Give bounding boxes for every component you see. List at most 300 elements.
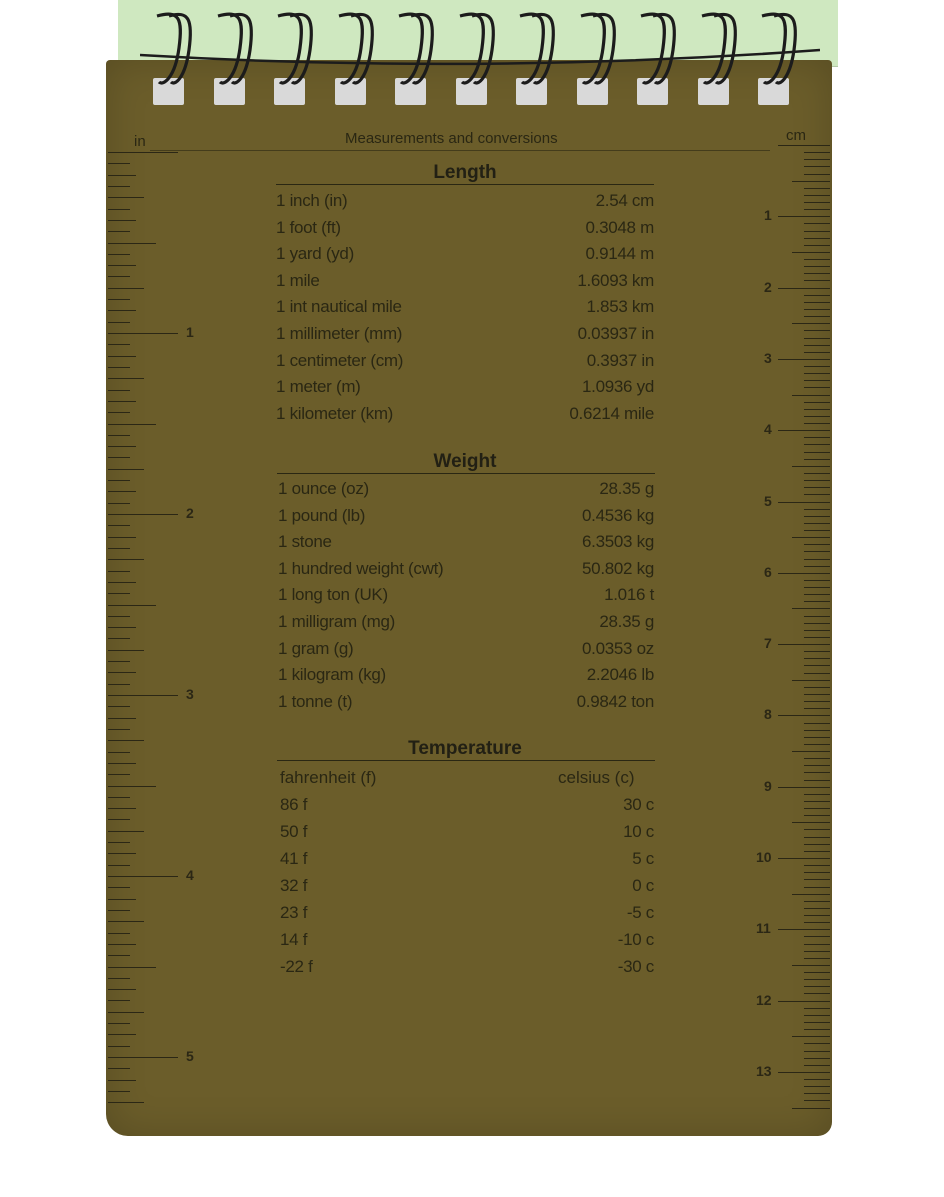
section-title-length: Length — [433, 162, 497, 183]
cm-tick — [804, 544, 830, 545]
cm-tick — [804, 758, 830, 759]
cm-tick — [792, 965, 830, 966]
row-label: 1 kilogram (kg) — [278, 665, 386, 685]
inch-tick — [108, 276, 130, 277]
table-row — [278, 612, 654, 636]
cm-tick — [804, 373, 830, 374]
table-row — [280, 795, 654, 819]
inch-tick — [108, 446, 136, 447]
temperature-col-celsius: celsius (c) — [558, 768, 635, 787]
cm-tick — [804, 1022, 830, 1023]
inch-tick — [108, 1080, 136, 1081]
cm-label: 11 — [756, 920, 771, 937]
row-value: 0 c — [632, 876, 654, 895]
inch-label: 5 — [186, 1048, 194, 1064]
cm-tick — [778, 787, 830, 788]
cm-tick — [804, 723, 830, 724]
cm-label: 12 — [756, 991, 772, 1008]
inch-tick — [108, 412, 130, 413]
row-label: -22 f — [280, 957, 313, 976]
table-row — [278, 665, 654, 689]
cm-tick — [804, 587, 830, 588]
cm-tick — [804, 694, 830, 695]
cm-tick — [804, 487, 830, 488]
cm-tick — [804, 387, 830, 388]
row-value: 0.0353 oz — [582, 638, 654, 658]
inch-label: 2 — [186, 505, 194, 521]
cm-tick — [804, 651, 830, 652]
cm-tick — [804, 174, 830, 175]
inch-tick — [108, 1000, 130, 1001]
cm-tick — [804, 188, 830, 189]
cm-tick — [804, 1008, 830, 1009]
inch-tick — [108, 763, 136, 764]
table-row — [278, 585, 654, 609]
row-value: -5 c — [626, 903, 654, 922]
cm-tick — [792, 323, 830, 324]
inch-tick — [108, 650, 144, 651]
cm-tick — [804, 566, 830, 567]
row-label: 1 ounce (oz) — [278, 479, 369, 498]
cm-tick — [778, 288, 830, 289]
section-rule-weight — [277, 473, 655, 474]
inch-tick — [108, 424, 156, 425]
inch-tick — [108, 390, 130, 391]
cm-tick — [792, 1108, 830, 1109]
cm-tick — [804, 887, 830, 888]
inch-tick — [108, 356, 136, 357]
cm-label: 2 — [764, 278, 772, 295]
cm-tick — [804, 280, 830, 281]
cm-tick — [804, 986, 830, 987]
row-label: 1 centimeter (cm) — [276, 350, 404, 370]
cm-tick — [804, 1029, 830, 1030]
row-value: 0.3937 in — [586, 350, 654, 370]
inch-tick — [108, 378, 144, 379]
row-label: 1 mile — [276, 270, 320, 290]
inch-tick — [108, 1102, 144, 1103]
cm-label: 5 — [764, 492, 772, 509]
cm-tick — [804, 423, 830, 424]
cm-tick — [804, 851, 830, 852]
cm-tick — [804, 993, 830, 994]
cm-tick — [804, 516, 830, 517]
cm-tick — [804, 687, 830, 688]
inch-label: 3 — [186, 686, 194, 702]
table-row — [276, 377, 654, 401]
row-value: 0.9144 m — [585, 244, 654, 264]
cm-tick — [804, 245, 830, 246]
section-rule-temperature — [277, 760, 655, 761]
row-label: 1 gram (g) — [278, 638, 354, 658]
row-label: 14 f — [280, 930, 308, 949]
cm-tick — [804, 936, 830, 937]
row-label: 1 tonne (t) — [278, 691, 353, 711]
inch-tick — [108, 752, 130, 753]
cm-tick — [804, 444, 830, 445]
cm-tick — [804, 209, 830, 210]
inch-tick — [108, 729, 130, 730]
row-label: 1 kilometer (km) — [276, 403, 394, 423]
cm-tick — [792, 395, 830, 396]
inch-tick — [108, 797, 130, 798]
row-value: 0.6214 mile — [569, 403, 654, 423]
cm-tick — [804, 944, 830, 945]
cm-tick — [804, 780, 830, 781]
row-label: 1 milligram (mg) — [278, 612, 396, 631]
table-row — [276, 191, 654, 215]
inch-tick — [108, 684, 130, 685]
row-value: 5 c — [632, 849, 654, 868]
inch-tick — [108, 344, 130, 345]
cm-tick — [778, 715, 830, 716]
cm-tick — [792, 181, 830, 182]
cm-tick — [804, 623, 830, 624]
cm-tick — [778, 145, 830, 146]
row-value: 10 c — [623, 822, 654, 841]
title-rule — [150, 150, 770, 151]
cm-tick — [804, 480, 830, 481]
cm-tick — [804, 616, 830, 617]
cm-tick — [804, 530, 830, 531]
row-label: 1 millimeter (mm) — [276, 324, 403, 343]
cm-tick — [804, 509, 830, 510]
cm-label: 3 — [764, 349, 772, 366]
cm-tick — [804, 665, 830, 666]
cm-tick — [792, 822, 830, 823]
row-value: 0.9842 ton — [576, 691, 654, 711]
cm-tick — [792, 608, 830, 609]
cm-tick — [804, 402, 830, 403]
table-row — [276, 404, 654, 428]
cm-tick — [804, 1051, 830, 1052]
cm-tick — [804, 737, 830, 738]
cm-tick — [804, 273, 830, 274]
row-value: 1.6093 km — [577, 270, 654, 290]
row-value: 0.03937 in — [577, 324, 654, 343]
inch-tick — [108, 605, 156, 606]
inch-tick — [108, 955, 130, 956]
cm-tick — [804, 979, 830, 980]
ruler-unit-cm: cm — [786, 127, 806, 144]
cm-tick — [792, 537, 830, 538]
table-row — [276, 244, 654, 268]
inch-tick — [108, 537, 136, 538]
cm-tick — [804, 744, 830, 745]
cm-tick — [804, 765, 830, 766]
cm-tick — [778, 430, 830, 431]
cm-tick — [792, 751, 830, 752]
cm-label: 13 — [756, 1062, 772, 1079]
cm-label: 9 — [764, 777, 772, 794]
table-row — [276, 324, 654, 348]
row-label: 23 f — [280, 903, 308, 922]
inch-tick — [108, 457, 130, 458]
inch-tick — [108, 774, 130, 775]
inch-tick — [108, 638, 130, 639]
cm-tick — [804, 551, 830, 552]
inch-tick — [108, 367, 130, 368]
section-rule-length — [276, 184, 654, 185]
inch-tick — [108, 163, 130, 164]
cm-tick — [804, 309, 830, 310]
section-title-weight: Weight — [433, 451, 497, 472]
inch-tick — [108, 469, 144, 470]
inch-tick — [108, 989, 136, 990]
cm-tick — [804, 915, 830, 916]
inch-tick — [108, 718, 136, 719]
cm-tick — [804, 195, 830, 196]
inch-tick — [108, 197, 144, 198]
cm-tick — [804, 259, 830, 260]
inch-tick — [108, 1068, 130, 1069]
cm-tick — [804, 1015, 830, 1016]
inch-tick — [108, 186, 130, 187]
row-value: 1.016 t — [604, 585, 654, 605]
inch-tick — [108, 435, 130, 436]
inch-tick — [108, 231, 130, 232]
inch-tick — [108, 548, 130, 549]
cm-tick — [804, 473, 830, 474]
table-row — [278, 639, 654, 663]
inch-tick — [108, 265, 136, 266]
inch-tick — [108, 322, 130, 323]
cm-tick — [804, 794, 830, 795]
inch-label: 4 — [186, 867, 194, 883]
table-row — [276, 271, 654, 295]
inch-tick — [108, 978, 130, 979]
table-row — [276, 218, 654, 242]
cm-tick — [804, 352, 830, 353]
inch-tick — [108, 899, 136, 900]
cm-label: 1 — [764, 207, 772, 224]
inch-tick — [108, 933, 130, 934]
inch-tick — [108, 740, 144, 741]
cm-tick — [778, 644, 830, 645]
cm-tick — [804, 266, 830, 267]
cm-tick — [804, 872, 830, 873]
inch-tick — [108, 480, 130, 481]
inch-tick — [108, 1023, 130, 1024]
inch-tick — [108, 627, 136, 628]
row-value: 6.3503 kg — [582, 532, 654, 552]
cm-tick — [804, 673, 830, 674]
cm-tick — [804, 837, 830, 838]
cm-tick — [778, 858, 830, 859]
cm-tick — [804, 901, 830, 902]
cm-tick — [804, 366, 830, 367]
row-value: 28.35 g — [599, 479, 654, 498]
cm-tick — [804, 601, 830, 602]
inch-tick — [108, 175, 136, 176]
table-row — [280, 957, 654, 981]
row-label: 1 hundred weight (cwt) — [278, 558, 444, 578]
cm-tick — [804, 238, 830, 239]
table-row — [280, 930, 654, 954]
inch-tick — [108, 853, 136, 854]
cm-tick — [804, 437, 830, 438]
inch-tick — [108, 808, 136, 809]
cm-tick — [804, 166, 830, 167]
cm-tick — [778, 1001, 830, 1002]
cm-tick — [804, 202, 830, 203]
row-value: -10 c — [617, 930, 654, 949]
row-value: 0.3048 m — [585, 217, 654, 237]
inch-tick — [108, 672, 136, 673]
inch-tick — [108, 1046, 130, 1047]
cm-tick — [792, 1036, 830, 1037]
cm-tick — [804, 658, 830, 659]
cm-tick — [804, 1086, 830, 1087]
inch-tick — [108, 910, 130, 911]
cm-tick — [804, 316, 830, 317]
cm-tick — [804, 1079, 830, 1080]
cm-tick — [804, 380, 830, 381]
cm-tick — [804, 459, 830, 460]
inch-tick — [108, 695, 178, 696]
inch-tick — [108, 865, 130, 866]
cm-tick — [778, 929, 830, 930]
cm-tick — [778, 573, 830, 574]
inch-tick — [108, 299, 130, 300]
row-value: 2.2046 lb — [586, 665, 654, 685]
inch-tick — [108, 842, 130, 843]
inch-tick — [108, 254, 130, 255]
cm-tick — [804, 1100, 830, 1101]
inch-tick — [108, 525, 130, 526]
ruler-unit-inches: in — [134, 133, 146, 150]
cm-tick — [804, 159, 830, 160]
cm-tick — [804, 815, 830, 816]
table-row — [276, 351, 654, 375]
table-row — [278, 506, 654, 530]
inch-tick — [108, 503, 130, 504]
table-row — [278, 692, 654, 716]
row-label: 1 int nautical mile — [276, 297, 402, 317]
inch-tick — [108, 491, 136, 492]
cm-tick — [804, 231, 830, 232]
cm-tick — [792, 466, 830, 467]
cm-tick — [804, 523, 830, 524]
cm-tick — [804, 1058, 830, 1059]
inch-tick — [108, 209, 130, 210]
row-label: 1 foot (ft) — [276, 217, 341, 237]
cm-tick — [804, 701, 830, 702]
cm-tick — [804, 879, 830, 880]
row-label: 41 f — [280, 849, 308, 868]
page-title: Measurements and conversions — [345, 130, 558, 147]
section-title-temperature: Temperature — [408, 738, 522, 759]
cm-tick — [804, 338, 830, 339]
inch-tick — [108, 514, 178, 515]
inch-tick — [108, 1012, 144, 1013]
inch-tick — [108, 876, 178, 877]
inch-tick — [108, 831, 144, 832]
cm-tick — [804, 808, 830, 809]
cm-label: 10 — [756, 849, 772, 865]
spiral-wire — [140, 20, 820, 70]
table-row — [276, 297, 654, 321]
cm-tick — [804, 844, 830, 845]
inch-tick — [108, 152, 178, 153]
row-label: 1 stone — [278, 532, 332, 552]
inch-tick — [108, 706, 130, 707]
row-value: 30 c — [623, 795, 654, 814]
row-value: 0.4536 kg — [582, 505, 654, 525]
inch-tick — [108, 582, 136, 583]
cm-tick — [804, 1093, 830, 1094]
table-row — [278, 532, 654, 556]
cm-tick — [792, 680, 830, 681]
cm-label: 7 — [764, 635, 772, 652]
inch-tick — [108, 220, 136, 221]
inch-tick — [108, 1091, 130, 1092]
inch-tick — [108, 310, 136, 311]
table-row — [280, 849, 654, 873]
cm-tick — [804, 345, 830, 346]
cm-tick — [804, 416, 830, 417]
cm-tick — [804, 330, 830, 331]
cm-tick — [804, 708, 830, 709]
cm-label: 6 — [764, 563, 772, 580]
cm-tick — [804, 452, 830, 453]
cm-tick — [804, 922, 830, 923]
cm-tick — [804, 958, 830, 959]
cm-tick — [804, 972, 830, 973]
cm-tick — [792, 894, 830, 895]
cm-tick — [804, 637, 830, 638]
row-value: 1.853 km — [586, 297, 654, 317]
cm-tick — [804, 908, 830, 909]
cm-label: 8 — [764, 706, 772, 723]
cm-tick — [804, 1065, 830, 1066]
inch-tick — [108, 819, 130, 820]
cm-tick — [804, 152, 830, 153]
cm-tick — [804, 594, 830, 595]
table-row — [278, 559, 654, 583]
inch-tick — [108, 786, 156, 787]
table-row — [280, 903, 654, 927]
inch-tick — [108, 921, 144, 922]
inch-tick — [108, 1034, 136, 1035]
cm-tick — [804, 951, 830, 952]
inch-tick — [108, 243, 156, 244]
cm-tick — [778, 359, 830, 360]
table-row — [280, 876, 654, 900]
row-label: 1 meter (m) — [276, 377, 361, 397]
cm-tick — [792, 252, 830, 253]
inch-tick — [108, 333, 178, 334]
cm-tick — [804, 223, 830, 224]
inch-tick — [108, 616, 130, 617]
cm-tick — [804, 772, 830, 773]
inch-tick — [108, 288, 144, 289]
inch-tick — [108, 887, 130, 888]
cm-tick — [804, 1043, 830, 1044]
inch-tick — [108, 593, 130, 594]
row-label: 1 yard (yd) — [276, 244, 354, 264]
inch-tick — [108, 571, 130, 572]
row-value: 1.0936 yd — [582, 377, 654, 397]
row-value: 2.54 cm — [595, 191, 654, 210]
cm-tick — [804, 580, 830, 581]
cm-tick — [778, 1072, 830, 1073]
inch-tick — [108, 661, 130, 662]
row-label: 32 f — [280, 876, 308, 895]
row-label: 1 pound (lb) — [278, 505, 366, 525]
cm-tick — [804, 801, 830, 802]
cm-tick — [804, 865, 830, 866]
